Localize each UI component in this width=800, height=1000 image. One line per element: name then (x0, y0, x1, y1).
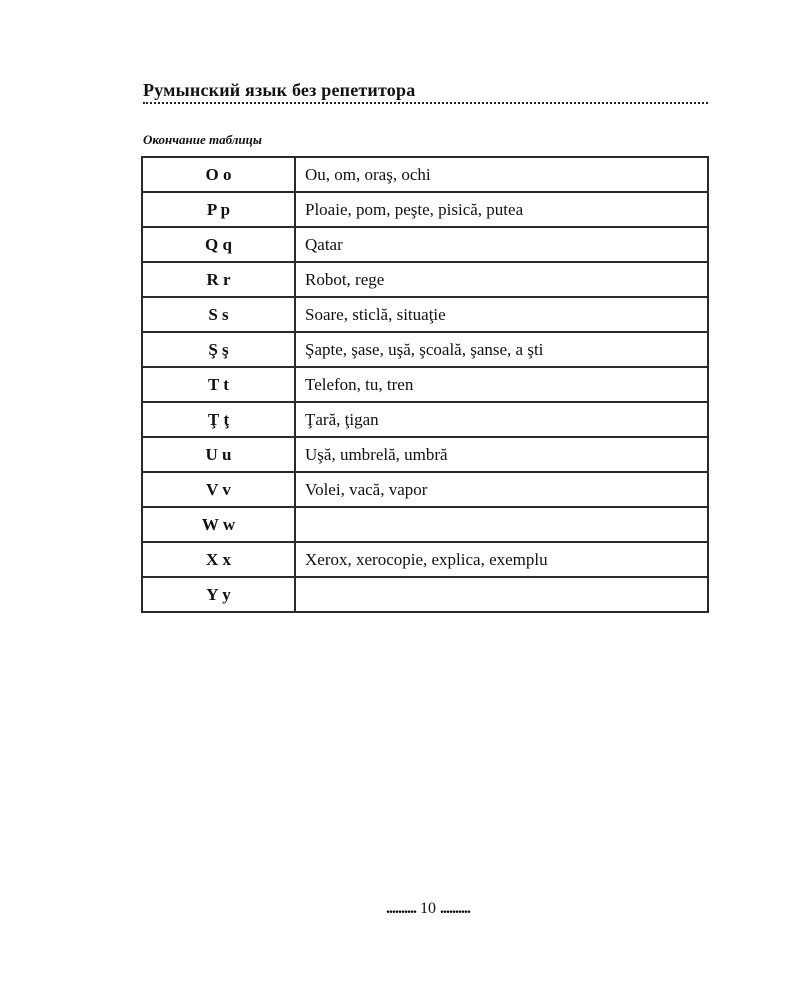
example-words-cell: Xerox, xerocopie, explica, exemplu (295, 542, 708, 577)
letter-cell: Ş ş (142, 332, 295, 367)
table-row (142, 577, 708, 612)
table-row (142, 192, 708, 227)
example-words-cell: Volei, vacă, vapor (295, 472, 708, 507)
table-row (142, 262, 708, 297)
example-words-cell: Qatar (295, 227, 708, 262)
page-footer (0, 900, 800, 918)
letter-cell: S s (142, 297, 295, 332)
letter-cell: T t (142, 367, 295, 402)
table-row (142, 542, 708, 577)
table-row (142, 367, 708, 402)
table-row (142, 472, 708, 507)
letter-cell: P p (142, 192, 295, 227)
example-words-cell: Ploaie, pom, peşte, pisică, putea (295, 192, 708, 227)
example-words-cell: Telefon, tu, tren (295, 367, 708, 402)
page-number: 10 (420, 900, 436, 917)
example-words-cell: Soare, sticlă, situaţie (295, 297, 708, 332)
table-caption: Окончание таблицы (143, 132, 262, 147)
example-words-cell: Uşă, umbrelă, umbră (295, 437, 708, 472)
table-row (142, 332, 708, 367)
table-row (142, 157, 708, 192)
letter-cell: U u (142, 437, 295, 472)
example-words-cell: Ţară, ţigan (295, 402, 708, 437)
example-words-cell: Robot, rege (295, 262, 708, 297)
table-row (142, 227, 708, 262)
letter-cell: X x (142, 542, 295, 577)
letter-cell: V v (142, 472, 295, 507)
example-words-cell: Şapte, şase, uşă, şcoală, şanse, a şti (295, 332, 708, 367)
header-dotted-rule (143, 102, 708, 104)
example-words-cell: Ou, om, oraş, ochi (295, 157, 708, 192)
table-row (142, 437, 708, 472)
running-header-title: Румынский язык без репетитора (143, 80, 416, 100)
footer-dots-right: .......... (440, 900, 470, 917)
table-row (142, 402, 708, 437)
table-row (142, 507, 708, 542)
letter-cell: Ţ ţ (142, 402, 295, 437)
letter-cell: W w (142, 507, 295, 542)
letter-cell: Y y (142, 577, 295, 612)
letter-cell: O o (142, 157, 295, 192)
table-row (142, 297, 708, 332)
example-words-cell (295, 577, 708, 612)
alphabet-table (141, 156, 709, 613)
footer-dots-left: .......... (386, 900, 416, 917)
letter-cell: Q q (142, 227, 295, 262)
example-words-cell (295, 507, 708, 542)
letter-cell: R r (142, 262, 295, 297)
